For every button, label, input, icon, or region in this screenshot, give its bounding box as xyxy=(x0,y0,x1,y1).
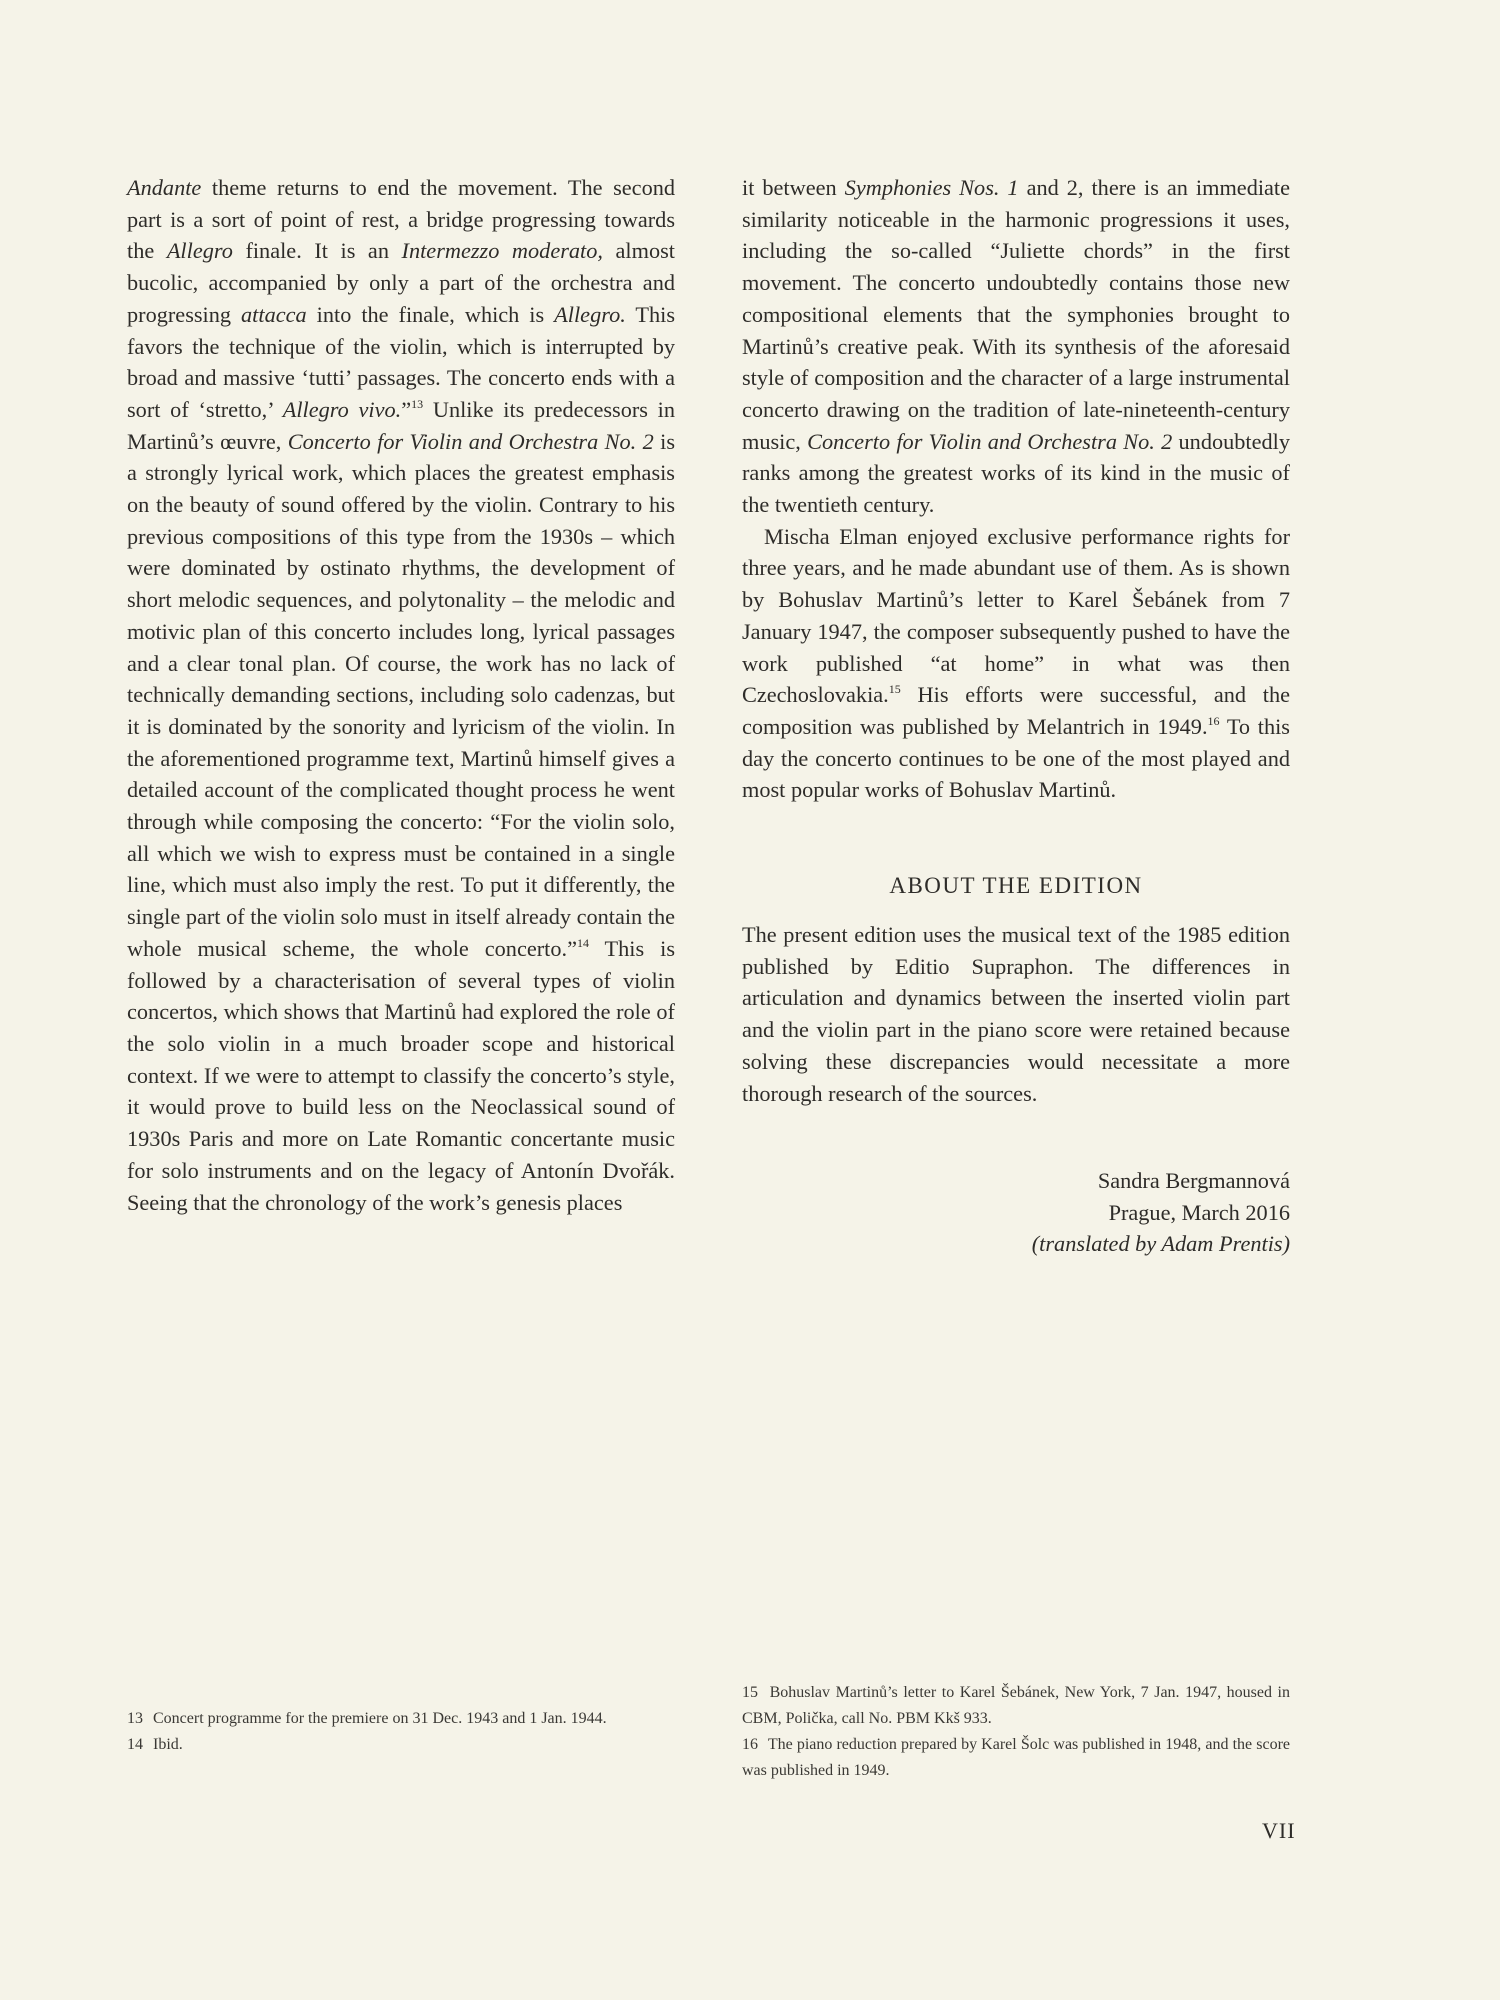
footnote-number: 14 xyxy=(127,1736,143,1753)
text-run: Mischa Elman enjoyed exclusive performance rights for three years, and he made abundant use of them. As is shown by Bohuslav Martinů’s letter to Karel Šebánek from 7 January 1947, the composer subsequently pushed to have the work published “at home” in what was then Czechoslovakia. xyxy=(742,523,1290,708)
footnote xyxy=(127,1706,675,1732)
text-run: This is followed by a characterisation of several types of violin concertos, which shows that Martinů had explored the role of the solo violin in a much broader scope and historical context. If we were to attempt to classify the concerto’s style, it would prove to build less on the Neoclassical sound of 1930s Paris and more on Late Romantic concertante music for solo instruments and on the legacy of Antonín Dvořák. Seeing that the chronology of the work’s genesis places xyxy=(127,935,675,1215)
text-run: it between xyxy=(742,175,837,200)
text-run: Unlike its predecessors in Martinů’s œuvre, xyxy=(127,396,676,454)
translator-text: (translated by Adam Prentis) xyxy=(1031,1231,1290,1257)
text-run: into the finale, which is xyxy=(316,301,545,327)
text-run: and 2, there is an immediate similarity noticeable in the harmonic progressions it uses, including the so-called “Juliette chords” in the first movement. The concerto undoubtedly contains those new compositional elements that the symphonies brought to Martinů’s creative peak. With its synthesis of the aforesaid style of composition and the character of a large instrumental concerto drawing on the tradition of late-nineteenth-century music, xyxy=(742,175,1291,454)
footnote-text: The piano reduction prepared by Karel Šolc was published in 1948, and the score was published in 1949. xyxy=(742,1736,1290,1779)
right-paragraph-3: The present edition uses the musical text of the 1985 edition published by Editio Supraphon. The differences in articulation and dynamics between the inserted violin part and the violin part in the piano score were retained because solving these discrepancies would necessitate a more thorough research of the sources. xyxy=(742,922,1290,1106)
footnotes-right xyxy=(742,1680,1290,1784)
footnote xyxy=(742,1680,1290,1732)
italic-term: Allegro. xyxy=(554,301,626,327)
signature-block xyxy=(742,1165,1290,1260)
page-number: VII xyxy=(1262,1818,1296,1843)
translator-credit xyxy=(742,1228,1290,1260)
text-run: To this day the concerto continues to be one of the most played and most popular works of Bohuslav Martinů. xyxy=(742,713,1290,803)
footnote xyxy=(127,1732,675,1758)
italic-term: Allegro vivo. xyxy=(282,396,402,422)
place-date: Prague, March 2016 xyxy=(1108,1199,1290,1225)
right-paragraph-1 xyxy=(742,172,1290,521)
text-run: theme returns to end the movement. The second part is a sort of point of rest, a bridge progressing towards the xyxy=(127,175,676,264)
author-name: Sandra Bergmannová xyxy=(1097,1168,1290,1194)
right-column xyxy=(742,172,1290,1260)
footnote-ref[interactable]: 16 xyxy=(1207,713,1220,728)
text-run: almost bucolic, accompanied by only a part of the orchestra and progressing xyxy=(127,238,675,327)
footnote-number: 13 xyxy=(127,1710,143,1727)
footnotes-left xyxy=(127,1706,675,1758)
italic-term: Symphonies Nos. 1 xyxy=(844,175,1019,200)
footnote-number: 15 xyxy=(742,1684,758,1701)
text-run: ” xyxy=(401,396,412,422)
footnote-ref[interactable]: 14 xyxy=(576,935,589,950)
italic-term: Andante xyxy=(127,175,202,200)
footnote-text: Ibid. xyxy=(153,1736,183,1753)
footnote-text: Concert programme for the premiere on 31 Dec. 1943 and 1 Jan. 1944. xyxy=(153,1710,607,1727)
footnote-number: 16 xyxy=(742,1736,758,1753)
text-run: This favors the technique of the violin, which is interrupted by broad and massive ‘tutti’ passages. The concerto ends with a sort of ‘stretto,’ xyxy=(127,301,676,422)
section-heading: ABOUT THE EDITION xyxy=(889,873,1143,899)
footnote xyxy=(742,1732,1290,1784)
italic-term: Concerto for Violin and Orchestra No. 2 xyxy=(287,428,654,454)
italic-term: Allegro xyxy=(166,238,233,264)
text-run: His efforts were successful, and the composition was published by Melantrich in 1949. xyxy=(742,682,1290,739)
italic-term: Concerto for Violin and Orchestra No. 2 xyxy=(807,428,1173,454)
left-column xyxy=(127,172,675,1218)
footnote-ref[interactable]: 13 xyxy=(411,396,424,411)
footnote-text: Bohuslav Martinů’s letter to Karel Šebánek, New York, 7 Jan. 1947, housed in CBM, Polička, call No. PBM Kkš 933. xyxy=(742,1684,1290,1727)
right-paragraph-2 xyxy=(742,521,1290,806)
text-run: is a strongly lyrical work, which places the greatest emphasis on the beauty of sound offered by the violin. Contrary to his previous compositions of this type from the 1930s – which were dominated by ostinato rhythms, the development of short melodic sequences, and polytonality – the melodic and motivic plan of this concerto includes long, lyrical passages and a clear tonal plan. Of course, the work has no lack of technically demanding sections, including solo cadenzas, but it is dominated by the sonority and lyricism of the violin. In the aforementioned programme text, Martinů himself gives a detailed account of the complicated thought process he went through while composing the concerto: “For the violin solo, all which we wish to express must be contained in a single line, which must also imply the rest. To put it differently, the single part of the violin solo must in itself already contain the whole musical scheme, the whole concerto.” xyxy=(127,428,676,961)
text-run: undoubtedly ranks among the greatest works of its kind in the music of the twentieth century. xyxy=(742,428,1291,518)
footnote-ref[interactable]: 15 xyxy=(888,682,901,697)
italic-term: attacca xyxy=(241,301,307,327)
italic-term: Intermezzo moderato, xyxy=(401,238,603,264)
text-run: finale. It is an xyxy=(245,238,389,264)
left-paragraph xyxy=(127,172,675,1218)
